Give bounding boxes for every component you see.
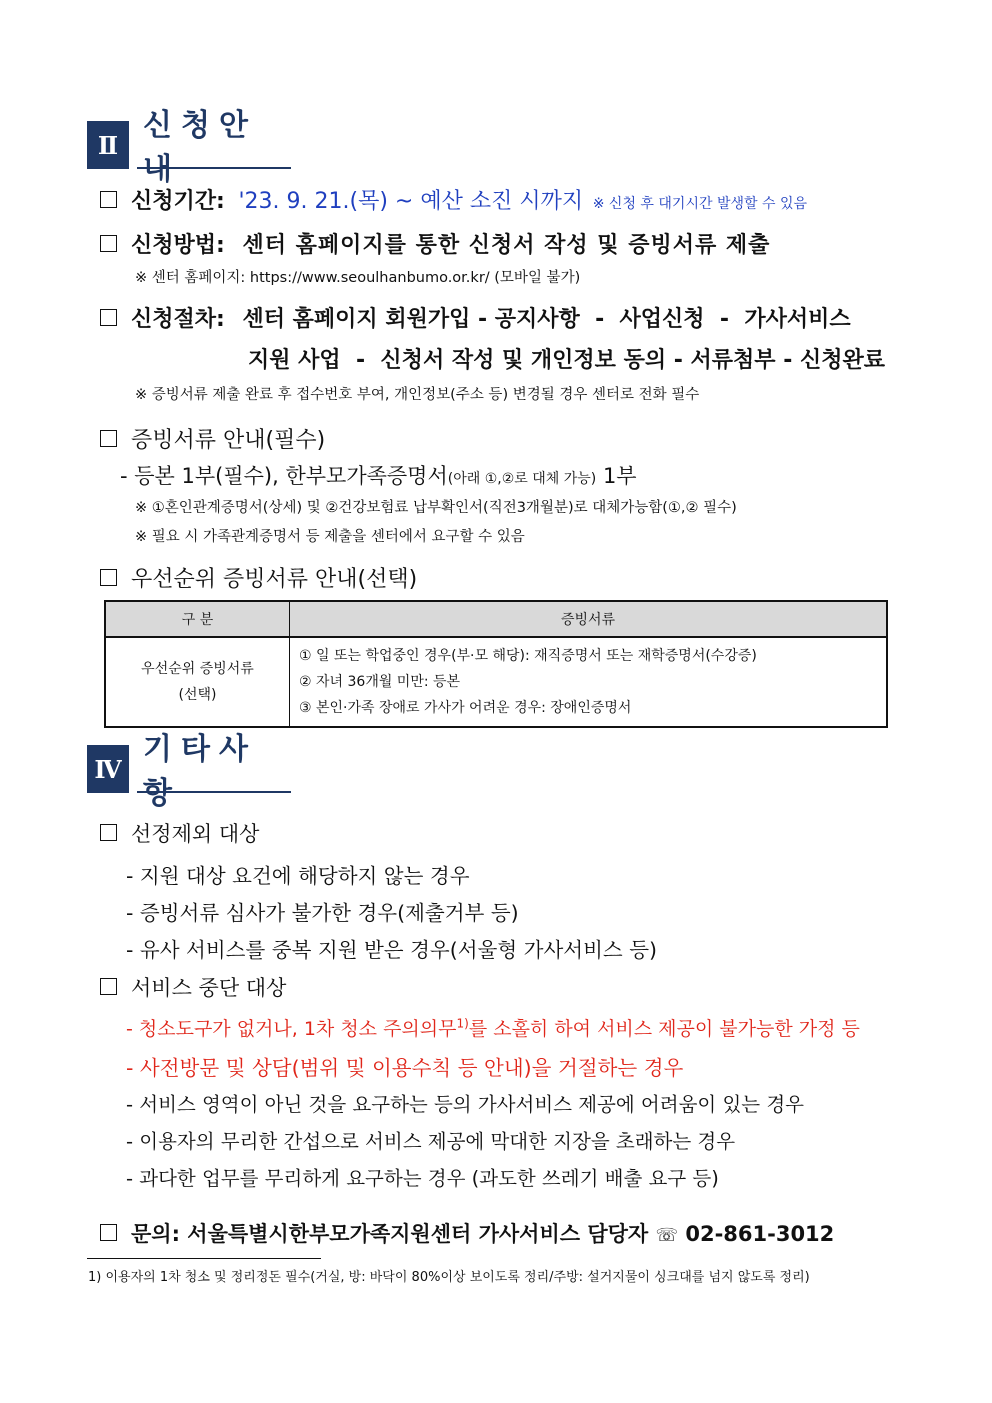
suspension-item-2: - 사전방문 및 상담(범위 및 이용수칙 등 안내)을 거절하는 경우 <box>126 1056 684 1080</box>
priority-title-row <box>100 562 417 593</box>
docs-title-row <box>100 423 325 454</box>
period-label: 신청기간: <box>131 189 225 214</box>
list-item: ② 자녀 36개월 미만: 등본 <box>299 674 461 690</box>
contact-phone: 02-861-3012 <box>685 1222 835 1246</box>
section-number: Ⅱ <box>87 121 129 169</box>
table-header-category: 구 분 <box>105 601 290 637</box>
contact-row <box>100 1218 834 1248</box>
docs-line <box>120 460 637 490</box>
checkbox-square-icon <box>100 430 117 447</box>
checkbox-square-icon <box>100 191 117 208</box>
section-title: 기타사항 <box>137 745 291 793</box>
exclusion-title: 선정제외 대상 <box>131 822 260 846</box>
table-cell-documents <box>290 637 888 727</box>
priority-title: 우선순위 증빙서류 안내(선택) <box>131 567 418 592</box>
row-label-line2: (선택) <box>178 687 217 703</box>
suspension-item-1-a: - 청소도구가 없거나, 1차 청소 주의의무 <box>126 1018 457 1040</box>
table-row <box>105 637 887 727</box>
table-header-documents: 증빙서류 <box>290 601 888 637</box>
list-item: - 유사 서비스를 중복 지원 받은 경우(서울형 가사서비스 등) <box>126 938 657 962</box>
procedure-row <box>100 302 851 333</box>
suspension-title-row <box>100 972 286 1002</box>
checkbox-square-icon <box>100 569 117 586</box>
table-cell-category <box>105 637 290 727</box>
section-number: Ⅳ <box>87 745 129 793</box>
docs-note-2: ※ 필요 시 가족관계증명서 등 제출을 센터에서 요구할 수 있음 <box>135 529 525 545</box>
period-value: '23. 9. 21.(목) ~ 예산 소진 시까지 <box>238 189 584 214</box>
checkbox-square-icon <box>100 1224 117 1241</box>
suspension-title: 서비스 중단 대상 <box>131 976 287 1000</box>
list-item: - 서비스 영역이 아닌 것을 요구하는 등의 가사서비스 제공에 어려움이 있는 경우 <box>126 1093 805 1116</box>
list-item: - 과다한 업무를 무리하게 요구하는 경우 (과도한 쓰레기 배출 요구 등) <box>126 1167 719 1190</box>
footnote: 1) 이용자의 1차 청소 및 정리정돈 필수(거실, 방: 바닥이 80%이상 보이도록 정리/주방: 설거지물이 싱크대를 넘지 않도록 정리) <box>88 1270 810 1285</box>
footnote-marker: 1) <box>456 1016 469 1031</box>
list-item: ① 일 또는 학업중인 경우(부·모 해당): 재직증명서 또는 재학증명서(수강증) <box>299 648 757 664</box>
priority-table <box>104 600 888 728</box>
checkbox-square-icon <box>100 235 117 252</box>
procedure-line2: 지원 사업 - 신청서 작성 및 개인정보 동의 - 서류첨부 - 신청완료 <box>248 348 886 373</box>
section-header-2 <box>87 108 291 187</box>
method-row <box>100 228 770 259</box>
docs-line-end: 1부 <box>602 464 637 488</box>
footnote-divider <box>87 1258 321 1259</box>
section-title: 신청안내 <box>137 121 291 169</box>
procedure-note: ※ 증빙서류 제출 완료 후 접수번호 부여, 개인정보(주소 등) 변경될 경우 센터로 전화 필수 <box>135 387 700 403</box>
suspension-item-1 <box>126 1014 860 1041</box>
suspension-item-1-b: 를 소홀히 하여 서비스 제공이 불가능한 가정 등 <box>468 1018 860 1040</box>
period-note: ※ 신청 후 대기시간 발생할 수 있음 <box>592 196 807 212</box>
procedure-label: 신청절차: <box>131 307 225 332</box>
list-item: - 이용자의 무리한 간섭으로 서비스 제공에 막대한 지장을 초래하는 경우 <box>126 1130 736 1153</box>
list-item: - 증빙서류 심사가 불가한 경우(제출거부 등) <box>126 901 519 925</box>
checkbox-square-icon <box>100 978 117 995</box>
section-header-4 <box>87 732 291 811</box>
row-label-line1: 우선순위 증빙서류 <box>141 661 254 677</box>
docs-line-main: - 등본 1부(필수), 한부모가족증명서 <box>120 464 448 488</box>
contact-text: 문의: 서울특별시한부모가족지원센터 가사서비스 담당자 <box>131 1222 649 1246</box>
period-row <box>100 184 807 215</box>
table-header-row <box>105 601 887 637</box>
method-value: 센터 홈페이지를 통한 신청서 작성 및 증빙서류 제출 <box>242 233 771 258</box>
exclusion-title-row <box>100 818 259 848</box>
phone-icon: ☏ <box>655 1225 679 1246</box>
list-item: - 지원 대상 요건에 해당하지 않는 경우 <box>126 864 470 888</box>
method-label: 신청방법: <box>131 233 225 258</box>
docs-note-1: ※ ①혼인관계증명서(상세) 및 ②건강보험료 납부확인서(직전3개월분)로 대체가능함(①,② 필수) <box>135 500 737 516</box>
method-note: ※ 센터 홈페이지: https://www.seoulhanbumo.or.kr/ (모바일 불가) <box>135 270 581 286</box>
docs-title: 증빙서류 안내(필수) <box>131 428 326 453</box>
procedure-line1: 센터 홈페이지 회원가입 - 공지사항 - 사업신청 - 가사서비스 <box>242 307 851 332</box>
docs-line-sub: (아래 ①,②로 대체 가능) <box>447 471 597 487</box>
checkbox-square-icon <box>100 309 117 326</box>
checkbox-square-icon <box>100 824 117 841</box>
list-item: ③ 본인·가족 장애로 가사가 어려운 경우: 장애인증명서 <box>299 700 632 716</box>
